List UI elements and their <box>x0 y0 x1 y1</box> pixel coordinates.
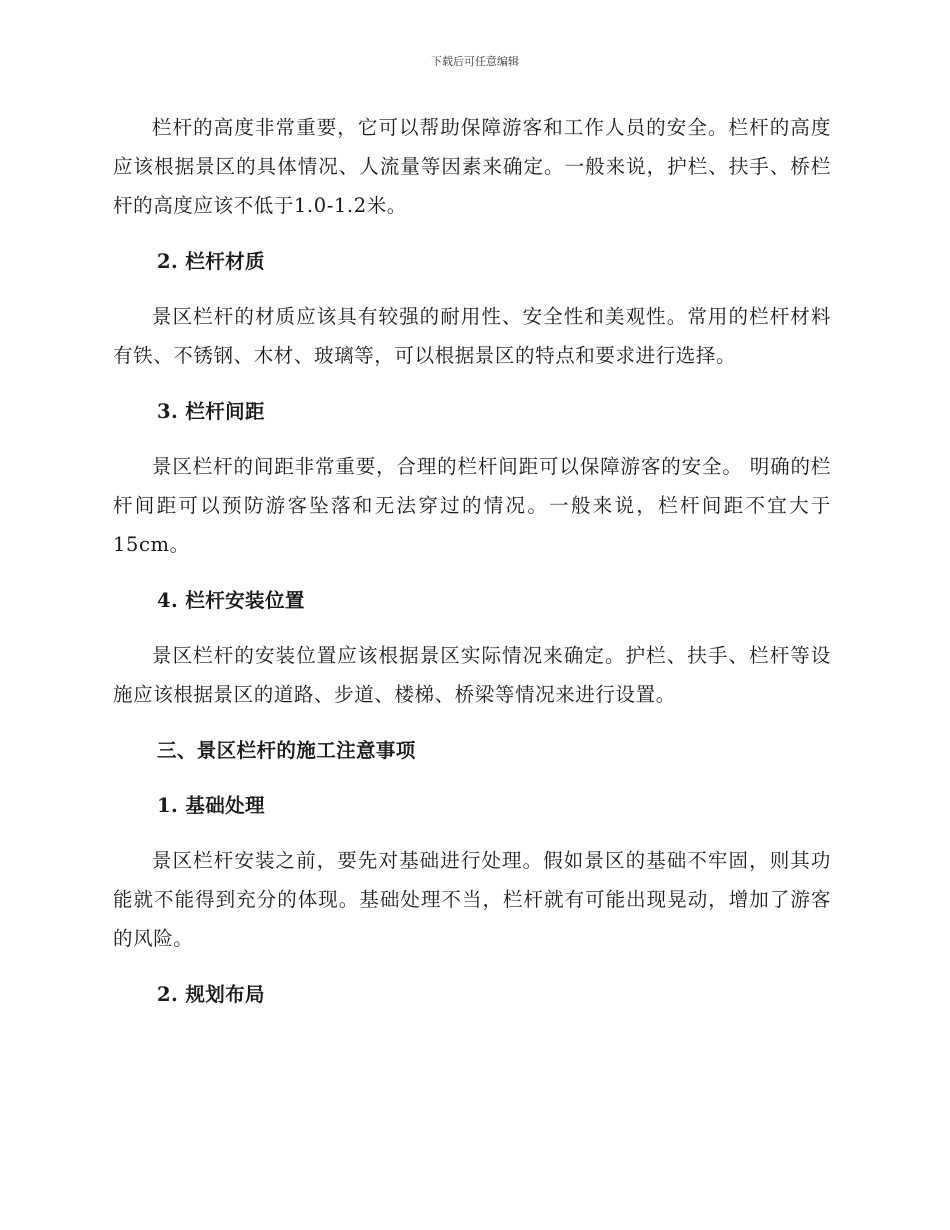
heading-installation-position: 4. 栏杆安装位置 <box>157 589 305 612</box>
heading-railing-spacing: 3. 栏杆间距 <box>157 400 265 423</box>
heading-planning-layout: 2. 规划布局 <box>157 983 265 1006</box>
heading-section-construction-notes: 三、景区栏杆的施工注意事项 <box>157 739 416 762</box>
document-body <box>113 108 831 1030</box>
paragraph-railing-spacing: 景区栏杆的间距非常重要，合理的栏杆间距可以保障游客的安全。 明确的栏杆间距可以预防游客坠落和无法穿过的情况。一般来说，栏杆间距不宜大于15cm。 <box>113 455 831 556</box>
paragraph-installation-position: 景区栏杆的安装位置应该根据景区实际情况来确定。护栏、扶手、栏杆等设施应该根据景区的道路、步道、楼梯、桥梁等情况来进行设置。 <box>113 644 831 706</box>
page-header: 下载后可任意编辑 <box>431 55 519 68</box>
paragraph-railing-height: 栏杆的高度非常重要，它可以帮助保障游客和工作人员的安全。栏杆的高度应该根据景区的具体情况、人流量等因素来确定。一般来说，护栏、扶手、桥栏杆的高度应该不低于1.0-1.2米。 <box>113 116 831 217</box>
paragraph-railing-material: 景区栏杆的材质应该具有较强的耐用性、安全性和美观性。常用的栏杆材料有铁、不锈钢、木材、玻璃等，可以根据景区的特点和要求进行选择。 <box>113 305 831 367</box>
heading-railing-material: 2. 栏杆材质 <box>157 250 265 273</box>
heading-foundation-treatment: 1. 基础处理 <box>157 794 265 817</box>
paragraph-foundation-treatment: 景区栏杆安装之前，要先对基础进行处理。假如景区的基础不牢固，则其功能就不能得到充分的体现。基础处理不当，栏杆就有可能出现晃动，增加了游客的风险。 <box>113 849 831 950</box>
